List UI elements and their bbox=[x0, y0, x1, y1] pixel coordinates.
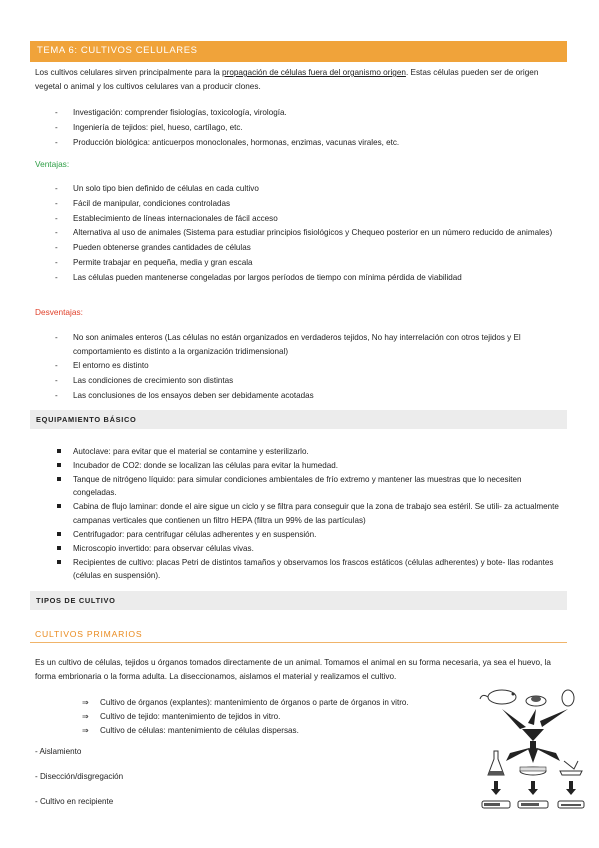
flask-icon bbox=[488, 751, 504, 775]
intro-text-end: . Estas células pueden ser de origen vegetal o animal y los cultivos celulares van a producir clones. bbox=[35, 68, 539, 91]
list-item: Autoclave: para evitar que el material se contamine y esterilizarlo. bbox=[35, 445, 565, 458]
equipamiento-heading: EQUIPAMIENTO BÁSICO bbox=[36, 415, 137, 424]
tissue-dish-icon bbox=[560, 761, 582, 775]
list-item: - Las células pueden mantenerse congeladas por largos períodos de tiempo con mínima pérdida de viabilidad bbox=[35, 271, 565, 285]
list-item: - Establecimiento de líneas internacionales de fácil acceso bbox=[35, 212, 565, 226]
primary-culture-diagram bbox=[468, 683, 590, 823]
list-item: - Producción biológica: anticuerpos monoclonales, hormonas, enzimas, vacunas virales, etc. bbox=[35, 136, 399, 150]
intro-underlined: propagación de células fuera del organismo origen bbox=[222, 68, 406, 77]
desventajas-list bbox=[35, 331, 565, 404]
embryo-dish-icon bbox=[526, 696, 546, 706]
list-item: Recipientes de cultivo: placas Petri de distintos tamaños y observamos los frascos estáticos (células adherentes) y bote- llas rodantes (células en suspensión). bbox=[35, 556, 565, 583]
ventajas-heading: Ventajas: bbox=[35, 159, 70, 169]
page-title: TEMA 6: CULTIVOS CELULARES bbox=[37, 45, 198, 56]
petri-dish-icon bbox=[520, 767, 546, 775]
intro-text-start: Los cultivos celulares sirven principalmente para la bbox=[35, 68, 223, 77]
list-item: - Pueden obtenerse grandes cantidades de células bbox=[35, 241, 565, 255]
list-item: - Alternativa al uso de animales (Sistema para estudiar principios fisiológicos y Chequeo posterior en un número reducido de animales) bbox=[35, 226, 565, 240]
culture-vessels-icon bbox=[482, 801, 584, 808]
converging-arrows-icon bbox=[502, 709, 568, 741]
primarios-rule bbox=[30, 642, 567, 643]
list-item: - Permite trabajar en pequeña, media y gran escala bbox=[35, 256, 565, 270]
list-item: - El entorno es distinto bbox=[35, 359, 565, 373]
equipamiento-list bbox=[35, 445, 565, 583]
desventajas-heading: Desventajas: bbox=[35, 307, 83, 317]
list-item: - Investigación: comprender fisiologías, toxicología, virología. bbox=[35, 106, 399, 120]
list-item: - Un solo tipo bien definido de células en cada cultivo bbox=[35, 182, 565, 196]
ventajas-list bbox=[35, 182, 565, 285]
primarios-intro: Es un cultivo de células, tejidos u órganos tomados directamente de un animal. Tomamos el animal en su forma necesaria, ya sea el huevo, la forma embrionaria o la forma adulta. La diseccionamos, aislamos el material y realizamos el cultivo. bbox=[35, 658, 551, 681]
tipos-section-bar bbox=[30, 591, 567, 610]
list-item: ⇒ Cultivo de células: mantenimiento de células dispersas. bbox=[82, 724, 409, 738]
branching-arrows-icon bbox=[506, 741, 560, 763]
list-item: Centrifugador: para centrifugar células adherentes y en suspensión. bbox=[35, 528, 565, 541]
list-item: - No son animales enteros (Las células no están organizados en verdaderos tejidos, No hay interrelación con otros tejidos y El comportamiento es distinto a la organización tridimensional) bbox=[35, 331, 565, 358]
list-item: - Fácil de manipular, condiciones controladas bbox=[35, 197, 565, 211]
list-item: Tanque de nitrógeno líquido: para simular condiciones ambientales de frío extremo y mantener las muestras que lo necesiten congeladas. bbox=[35, 473, 565, 500]
list-item: ⇒ Cultivo de tejido: mantenimiento de tejidos in vitro. bbox=[82, 710, 409, 724]
intro-paragraph bbox=[35, 66, 563, 93]
primarios-tipos-list bbox=[82, 696, 409, 738]
title-bar bbox=[30, 41, 567, 62]
list-item: Cabina de flujo laminar: donde el aire sigue un ciclo y se filtra para conseguir que la zona de trabajo sea estéril. Se utili- za actualmente campanas verticales que contienen un filtro HEPA (filtra un 99% de las partículas) bbox=[35, 500, 565, 527]
list-item: Microscopio invertido: para observar células vivas. bbox=[35, 542, 565, 555]
uses-list bbox=[35, 106, 399, 150]
down-arrows-icon bbox=[491, 781, 576, 795]
primarios-heading: CULTIVOS PRIMARIOS bbox=[35, 629, 143, 639]
step-diseccion: - Disección/disgregación bbox=[35, 772, 124, 781]
list-item: - Ingeniería de tejidos: piel, hueso, cartílago, etc. bbox=[35, 121, 399, 135]
egg-icon bbox=[562, 690, 574, 706]
mouse-icon bbox=[480, 690, 516, 704]
equipamiento-section-bar bbox=[30, 410, 567, 429]
tipos-heading: TIPOS DE CULTIVO bbox=[36, 596, 116, 605]
list-item: Incubador de CO2: donde se localizan las células para evitar la humedad. bbox=[35, 459, 565, 472]
list-item: ⇒ Cultivo de órganos (explantes): mantenimiento de órganos o parte de órganos in vitro. bbox=[82, 696, 409, 710]
step-cultivo: - Cultivo en recipiente bbox=[35, 797, 114, 806]
list-item: - Las condiciones de crecimiento son distintas bbox=[35, 374, 565, 388]
list-item: - Las conclusiones de los ensayos deben ser debidamente acotadas bbox=[35, 389, 565, 403]
step-aislamiento: - Aislamiento bbox=[35, 747, 82, 756]
